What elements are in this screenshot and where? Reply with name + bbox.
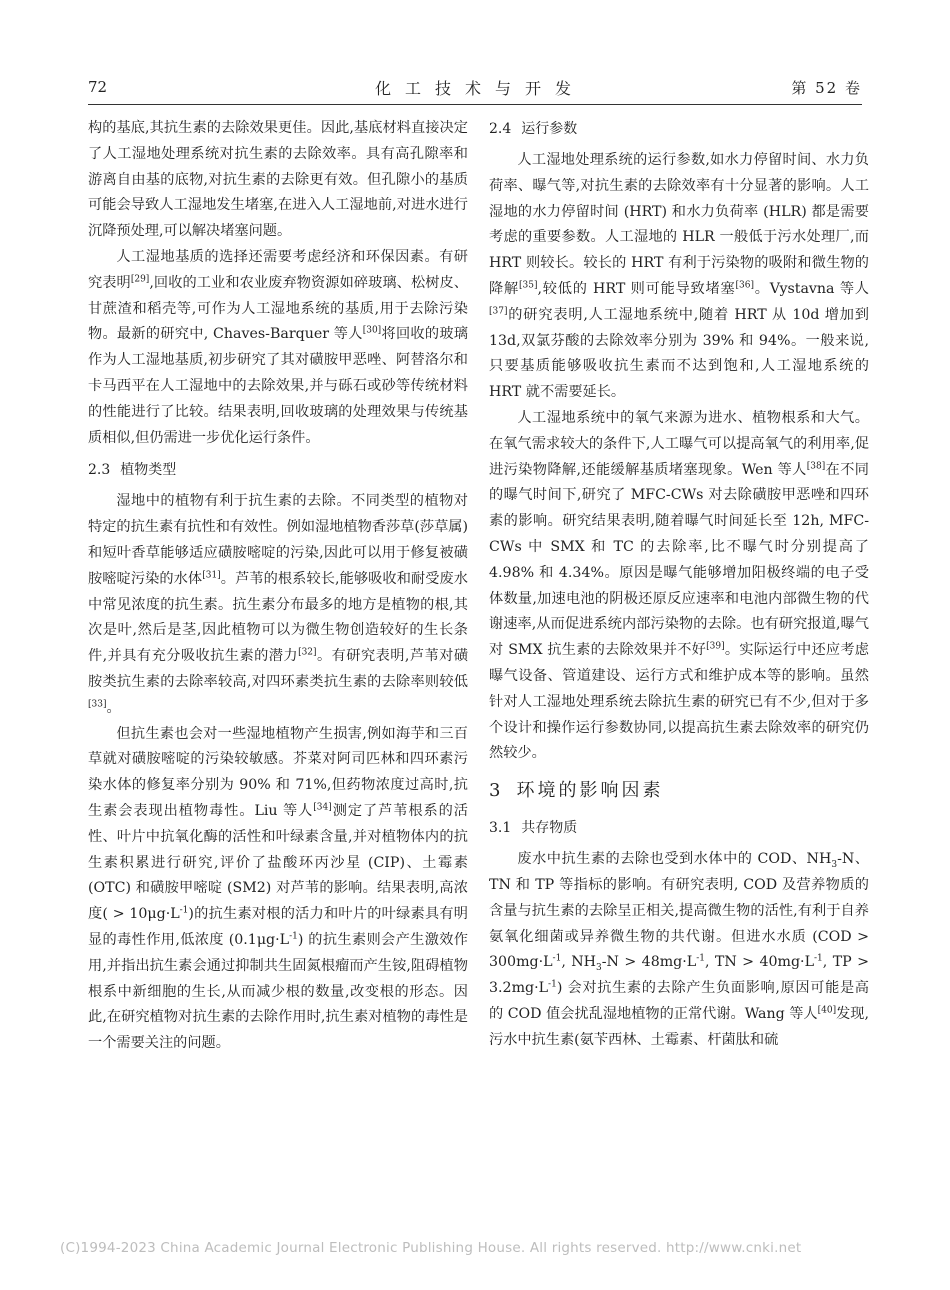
paragraph: 人工湿地系统中的氧气来源为进水、植物根系和大气。在氧气需求较大的条件下,人工曝气可以提高氧气的利用率,促进污染物降解,还能缓解基质堵塞现象。Wen 等人[38]在不同的曝气时间下,研究了 MFC-CWs 对去除磺胺甲恶唑和四环素的影响。研究结果表明,随着曝气时间延长至 12h, MFC-CWs 中 SMX 和 TC 的去除率,比不曝气时分别提高了 4.98% 和 4.34%。原因是曝气能够增加阳极终端的电子受体数量,加速电池的阴极还原反应速率和电池内部微生物的代谢速率,从而促进系统内部污染物的去除。也有研究报道,曝气对 SMX 抗生素的去除效果并不好[39]。实际运行中还应考虑曝气设备、管道建设、运行方式和维护成本等的影响。虽然针对人工湿地处理系统去除抗生素的研究已有不少,但对于多个设计和操作运行参数协同,以提高抗生素去除效率的研究仍然较少。 [489, 409, 869, 762]
citation: [37] [489, 306, 508, 317]
volume-label: 第 52 卷 [791, 79, 862, 97]
citation: [33] [88, 699, 107, 709]
citation: [34] [313, 802, 332, 813]
running-header [88, 70, 862, 105]
citation: [36] [735, 280, 754, 291]
citation: [38] [806, 460, 826, 471]
section-heading-3-1: 3.1 共存物质 [489, 820, 578, 837]
right-column [489, 116, 869, 1054]
paragraph: 废水中抗生素的去除也受到水体中的 COD、$NH_3-N$、TN 和 TP 等指标的影响。有研究表明, COD 及营养物质的含量与抗生素的去除呈正相关,提高微生物的活性,有利于自养氨氧化细菌或异养微生物的共代谢。但进水水质 (COD > 300mg·L$^{-1}$, $NH_3-N > 48mg\cdot L^{-1}$, TN > 40mg·L$^{-1}$, TP > 3.2mg·L$^{-1}$) 会对抗生素的去除产生负面影响,原因可能是高的 COD 值会扰乱湿地植物的正常代谢。Wang 等人[40]发现,污水中抗生素(氨苄西林、土霉素、杆菌肽和硫 [489, 851, 869, 1048]
citation: [30] [362, 325, 382, 336]
paragraph: 构的基底,其抗生素的去除效果更佳。因此,基底材料直接决定了人工湿地处理系统对抗生素的去除效率。具有高孔隙率和游离自由基的底物,对抗生素的去除更有效。但孔隙小的基质可能会导致人工湿地发生堵塞,在进入人工湿地前,对进水进行沉降预处理,可以解决堵塞问题。 [88, 120, 468, 240]
citation: [32] [298, 647, 317, 658]
paragraph: 但抗生素也会对一些湿地植物产生损害,例如海芋和三百草就对磺胺嘧啶的污染较敏感。芥菜对阿司匹林和四环素污染水体的修复率分别为 90% 和 71%,但药物浓度过高时,抗生素会表现出植物毒性。Liu 等人[34]测定了芦苇根系的活性、叶片中抗氧化酶的活性和叶绿素含量,并对植物体内的抗生素积累进行研究,评价了盐酸环丙沙星 (CIP)、土霉素 (OTC) 和磺胺甲嘧啶 (SM2) 对芦苇的影响。结果表明,高浓度( > 10μg·L$^{-1}$)的抗生素对根的活力和叶片的叶绿素具有明显的毒性作用,低浓度 (0.1μg·L$^{-1}$) 的抗生素则会产生激效作用,并指出抗生素会通过抑制共生固氮根瘤而产生铵,阻碍植物根系中新细胞的生长,从而减少根的数量,改变根的形态。因此,在研究植物对抗生素的去除作用时,抗生素对植物的毒性是一个需要关注的问题。 [88, 725, 468, 1052]
paragraph: 人工湿地处理系统的运行参数,如水力停留时间、水力负荷率、曝气等,对抗生素的去除效率有十分显著的影响。人工湿地的水力停留时间 (HRT) 和水力负荷率 (HLR) 都是需要考虑的重要参数。人工湿地的 HLR 一般低于污水处理厂,而 HRT 则较长。较长的 HRT 有利于污染物的吸附和微生物的降解[35],较低的 HRT 则可能导致堵塞[36]。Vystavna 等人[37]的研究表明,人工湿地系统中,随着 HRT 从 10d 增加到 13d,双氯芬酸的去除效率分别为 39% 和 94%。一般来说,只要基质能够吸收抗生素而不达到饱和,人工湿地系统的 HRT 就不需要延长。 [489, 152, 869, 401]
citation: [31] [202, 570, 221, 581]
page-number: 72 [88, 78, 108, 96]
citation: [35] [518, 280, 538, 291]
paragraph: 湿地中的植物有利于抗生素的去除。不同类型的植物对特定的抗生素有抗性和有效性。例如湿地植物香莎草(莎草属)和短叶香草能够适应磺胺嘧啶的污染,因此可以用于修复被磺胺嘧啶污染的水体[31]。芦苇的根系较长,能够吸收和耐受废水中常见浓度的抗生素。抗生素分布最多的地方是植物的根,其次是叶,然后是茎,因此植物可以为微生物创造较好的生长条件,并具有充分吸收抗生素的潜力[32]。有研究表明,芦苇对磺胺类抗生素的去除率较高,对四环素类抗生素的去除率则较低[33]。 [88, 493, 469, 716]
section-heading-2-4: 2.4 运行参数 [489, 121, 578, 137]
copyright-footer: (C)1994-2023 China Academic Journal Electronic Publishing House. All rights reserved. http://www.cnki.net [60, 1240, 802, 1256]
section-heading-2-3: 2.3 植物类型 [88, 462, 177, 479]
citation: [29] [130, 274, 150, 285]
paragraph: 人工湿地基质的选择还需要考虑经济和环保因素。有研究表明[29],回收的工业和农业废弃物资源如碎玻璃、松树皮、甘蔗渣和稻壳等,可作为人工湿地系统的基质,用于去除污染物。最新的研究中, Chaves-Barquer 等人[30]将回收的玻璃作为人工湿地基质,初步研究了其对磺胺甲恶唑、阿替洛尔和卡马西平在人工湿地中的去除效果,并与砾石或砂等传统材料的性能进行了比较。结果表明,回收玻璃的处理效果与传统基质相似,但仍需进一步优化运行条件。 [88, 248, 468, 446]
left-column [88, 116, 468, 1057]
journal-title: 化工技术与开发 [374, 79, 585, 98]
citation: [40] [817, 1005, 837, 1016]
citation: [39] [706, 641, 725, 652]
section-heading-3: 3 环境的影响因素 [489, 780, 664, 802]
